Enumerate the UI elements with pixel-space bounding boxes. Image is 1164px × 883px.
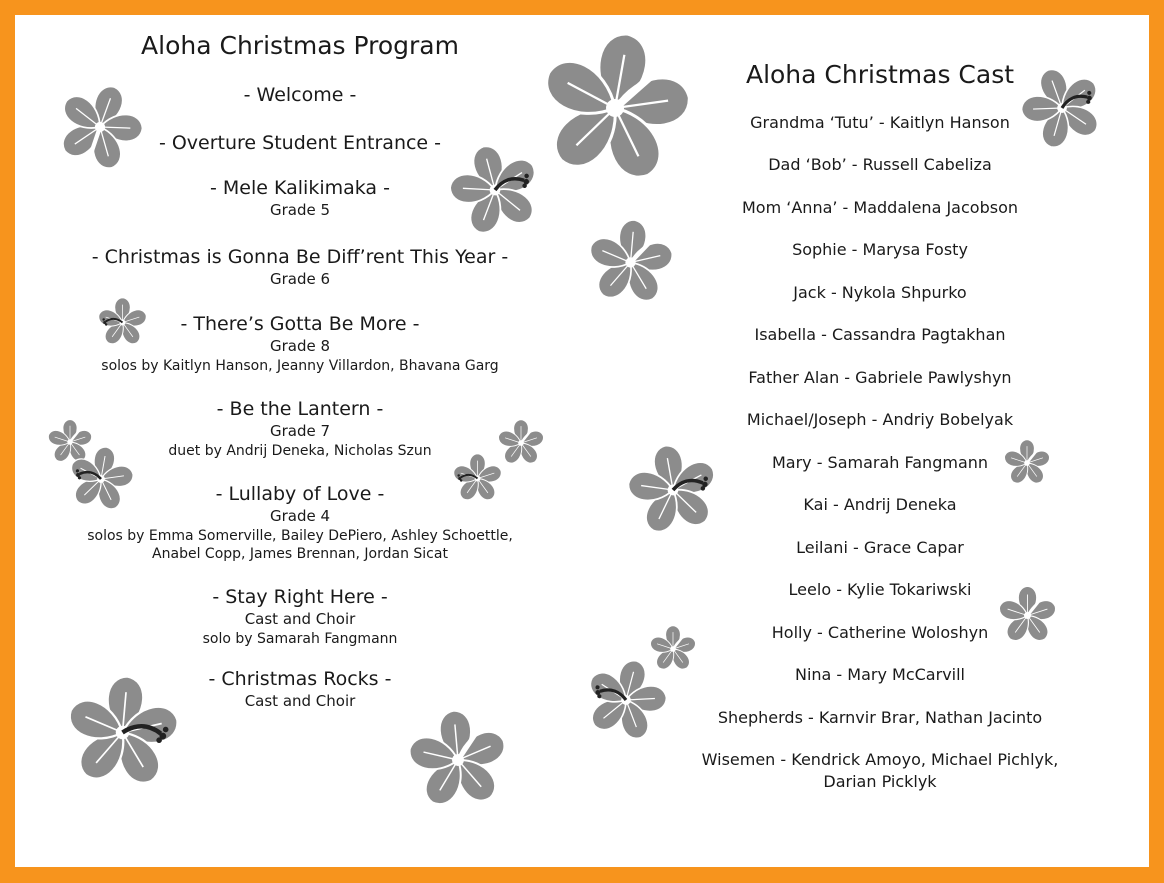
cast-member: Isabella - Cassandra Pagtakhan xyxy=(754,325,1006,344)
program-item-grade: Grade 8 xyxy=(269,337,331,355)
hibiscus-flower-icon xyxy=(403,705,513,815)
program-item-grade: Grade 4 xyxy=(269,507,331,525)
program-item-grade: Grade 5 xyxy=(269,201,331,219)
cast-member: Mom ‘Anna’ - Maddalena Jacobson xyxy=(742,198,1018,217)
program-item-grade: Grade 6 xyxy=(269,270,331,288)
program-item-title: - Welcome - xyxy=(243,84,357,106)
cast-title: Aloha Christmas Cast xyxy=(745,60,1015,89)
cast-member: Kai - Andrij Deneka xyxy=(803,495,957,514)
cast-member: Father Alan - Gabriele Pawlyshyn xyxy=(748,368,1012,387)
cast-member: Leilani - Grace Capar xyxy=(796,538,964,557)
program-item-title: - There’s Gotta Be More - xyxy=(180,313,420,335)
program-item-title: - Overture Student Entrance - xyxy=(158,132,442,154)
cast-member: Dad ‘Bob’ - Russell Cabeliza xyxy=(768,155,992,174)
program-item-grade: Cast and Choir xyxy=(244,610,356,628)
program-item-title: - Christmas Rocks - xyxy=(208,668,392,690)
program-item-note: duet by Andrij Deneka, Nicholas Szun xyxy=(168,443,432,459)
hibiscus-flower-icon xyxy=(581,655,671,745)
cast-member: Holly - Catherine Woloshyn xyxy=(771,623,989,642)
program-item-note: solos by Emma Somerville, Bailey DePiero, Ashley Schoettle, xyxy=(87,528,513,544)
program-item-grade: Cast and Choir xyxy=(244,692,356,710)
cast-member: Leelo - Kylie Tokariwski xyxy=(788,580,972,599)
cast-member: Mary - Samarah Fangmann xyxy=(771,453,989,472)
program-title: Aloha Christmas Program xyxy=(141,31,459,60)
program-item-title: - Christmas is Gonna Be Diff’rent This Year - xyxy=(91,246,509,268)
cast-member: Michael/Joseph - Andriy Bobelyak xyxy=(746,410,1014,429)
program-page xyxy=(15,15,1149,867)
cast-member: Wisemen - Kendrick Amoyo, Michael Pichlyk, xyxy=(701,750,1059,769)
hibiscus-flower-icon xyxy=(583,215,678,310)
program-item-note: solo by Samarah Fangmann xyxy=(202,631,398,647)
program-item-note: Anabel Copp, James Brennan, Jordan Sicat xyxy=(152,546,448,562)
program-item-title: - Stay Right Here - xyxy=(212,586,388,608)
program-item-title: - Mele Kalikimaka - xyxy=(210,177,390,199)
cast-member: Nina - Mary McCarvill xyxy=(794,665,965,684)
program-item-note: solos by Kaitlyn Hanson, Jeanny Villardon, Bhavana Garg xyxy=(101,358,499,374)
cast-member: Darian Picklyk xyxy=(823,772,937,791)
cast-member: Jack - Nykola Shpurko xyxy=(793,283,967,302)
program-item-grade: Grade 7 xyxy=(269,422,331,440)
program-item-title: - Lullaby of Love - xyxy=(215,483,385,505)
cast-member: Shepherds - Karnvir Brar, Nathan Jacinto xyxy=(717,708,1043,727)
cast-member: Sophie - Marysa Fosty xyxy=(792,240,968,259)
program-item-title: - Be the Lantern - xyxy=(216,398,384,420)
cast-member: Grandma ‘Tutu’ - Kaitlyn Hanson xyxy=(750,113,1010,132)
